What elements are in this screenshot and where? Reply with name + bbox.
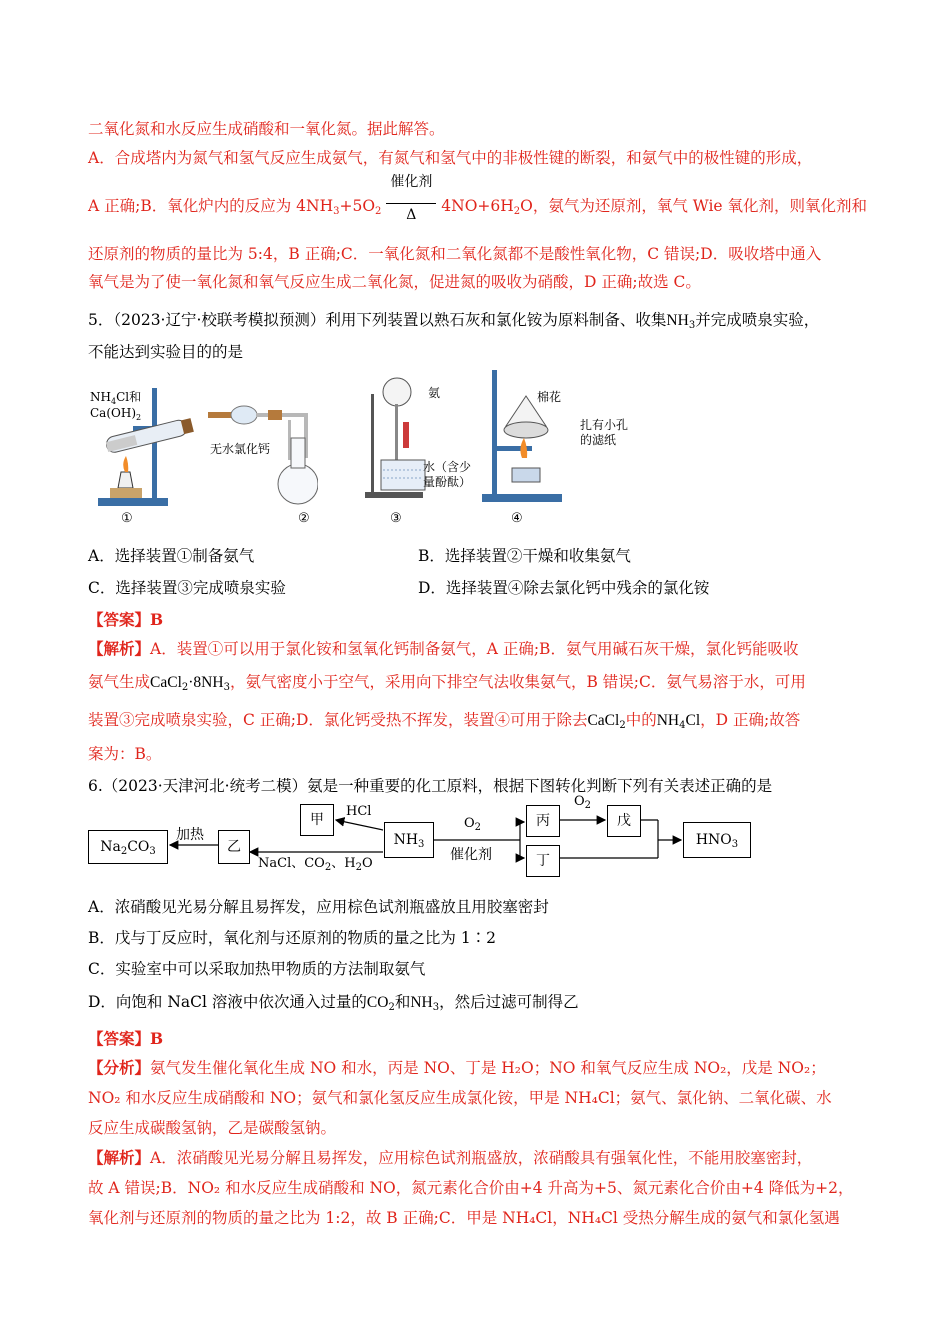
answer: 【答案】B [88,610,164,629]
solution-line-with-equation: A 正确;B．氧化炉内的反应为 $4NH_3+5O_2$ $\frac{\text{催化剂}}{\Delta}$ $4NO+6H_2O$，氨气为还原剂，氧气 Wie 氧化剂，则氧化剂和 [88,174,868,223]
option-a: A．浓硝酸见光易分解且易挥发，应用棕色试剂瓶盛放且用胶塞密封 [88,898,549,916]
box-nh3: $NH_3$ [384,822,434,858]
answer: 【答案】B [88,1029,164,1048]
explanation-line: 【解析】A．装置①可以用于氯化铵和氢氧化钙制备氨气，A 正确;B．氨气用碱石灰干燥，氯化钙能吸收 [88,639,799,658]
solution-line: 二氧化氮和水反应生成硝酸和一氧化氮。据此解答。 [88,120,445,138]
apparatus-4-label: 扎有小孔 的滤纸 [580,418,629,447]
apparatus-caption: ① [121,511,133,526]
apparatus-caption: ③ [390,511,402,526]
box-yi: 乙 [218,830,250,864]
box-na2co3: $Na_2CO_3$ [88,830,168,864]
option-c: C．实验室中可以采取加热甲物质的方法制取氨气 [88,960,426,978]
solution-line: A．合成塔内为氮气和氢气反应生成氨气，有氮气和氢气中的非极性键的断裂，和氨气中的极性键的形成， [88,149,813,167]
question-stem: 不能达到实验目的的是 [88,343,244,361]
apparatus-4-label: 棉花 [537,390,562,404]
solution-line: 还原剂的物质的量比为 5:4，B 正确;C．一氧化氮和二氧化氮都不是酸性氧化物，C 错误;D．吸收塔中通入 [88,245,822,263]
solution-line: 氧气是为了使一氧化氮和氧气反应生成二氧化氮，促进氮的吸收为硝酸，D 正确;故选 C。 [88,273,701,291]
option-a: A．选择装置①制备氨气 [88,547,255,565]
explanation-line: 氧化剂与还原剂的物质的量之比为 1:2，故 B 正确;C．甲是 NH₄Cl，NH₄Cl 受热分解生成的氨气和氯化氢遇 [88,1209,840,1227]
apparatus-caption: ④ [511,511,523,526]
apparatus-3-label: 水（含少 量酚酞） [423,460,472,489]
label-o2-2: $O_2$ [574,794,592,811]
apparatus-figure [88,368,648,530]
analysis-line: NO₂ 和水反应生成硝酸和 NO；氨气和氯化氢反应生成氯化铵，甲是 NH₄Cl；氨气、氯化钠、二氧化碳、水 [88,1089,832,1107]
reaction-condition: $\frac{\text{催化剂}}{\Delta}$ [386,195,436,211]
explanation-line: 装置③完成喷泉实验，C 正确;D．氯化钙受热不挥发，装置④可用于除去CaCl$_2$中的$NH_4Cl$，D 正确;故答 [88,711,801,731]
option-d: D．选择装置④除去氯化钙中残余的氯化铵 [418,579,710,597]
explanation-line: 故 A 错误;B．NO₂ 和水反应生成硝酸和 NO，氮元素化合价由+4 升高为+5、氮元素化合价由+4 降低为+2， [88,1179,854,1197]
explanation-line: 氨气生成$CaCl_2\cdot 8NH_3$，氨气密度小于空气，采用向下排空气法收集氨气，B 错误;C．氨气易溶于水，可用 [88,673,806,693]
analysis-line: 【分析】氨气发生催化氧化生成 NO 和水，丙是 NO、丁是 H₂O；NO 和氧气反应生成 NO₂，戊是 NO₂； [88,1058,826,1077]
box-hno3: $HNO_3$ [683,822,751,858]
option-c: C．选择装置③完成喷泉实验 [88,579,286,597]
label-hcl: HCl [346,804,372,819]
analysis-line: 反应生成碳酸氢钠，乙是碳酸氢钠。 [88,1119,337,1137]
apparatus-1-label: $NH_4Cl$和 $Ca(OH)_2$ [90,390,142,422]
label-o2: $O_2$ [464,816,482,833]
option-b: B．戊与丁反应时，氧化剂与还原剂的物质的量之比为 1∶2 [88,929,497,947]
label-catalyst: 催化剂 [450,847,492,863]
apparatus-2-label: 无水氯化钙 [210,442,271,456]
box-ding: 丁 [526,845,560,877]
label-heat: 加热 [176,827,204,843]
box-bing: 丙 [526,805,560,837]
box-wu: 戊 [607,805,641,837]
explanation-line: 【解析】A．浓硝酸见光易分解且易挥发，应用棕色试剂瓶盛放，浓硝酸具有强氧化性，不能用胶塞密封， [88,1148,813,1167]
conversion-flowchart [88,794,788,880]
label-reagents: NaCl、$CO_2$、$H_2O$ [258,856,373,873]
option-b: B．选择装置②干燥和收集氨气 [418,547,631,565]
explanation-line: 案为：B。 [88,745,162,763]
option-d: D．向饱和 NaCl 溶液中依次通入过量的$CO_2$和$NH_3$，然后过滤可制得乙 [88,993,579,1013]
apparatus-3-label: 氨 [428,386,441,400]
question-stem: 5．（2023·辽宁·校联考模拟预测）利用下列装置以熟石灰和氯化铵为原料制备、收集$NH_3$并完成喷泉实验， [88,311,820,331]
question-stem: 6.（2023·天津河北·统考二模）氨是一种重要的化工原料，根据下图转化判断下列有关表述正确的是 [88,777,773,795]
box-jia: 甲 [300,804,334,836]
apparatus-caption: ② [298,511,310,526]
